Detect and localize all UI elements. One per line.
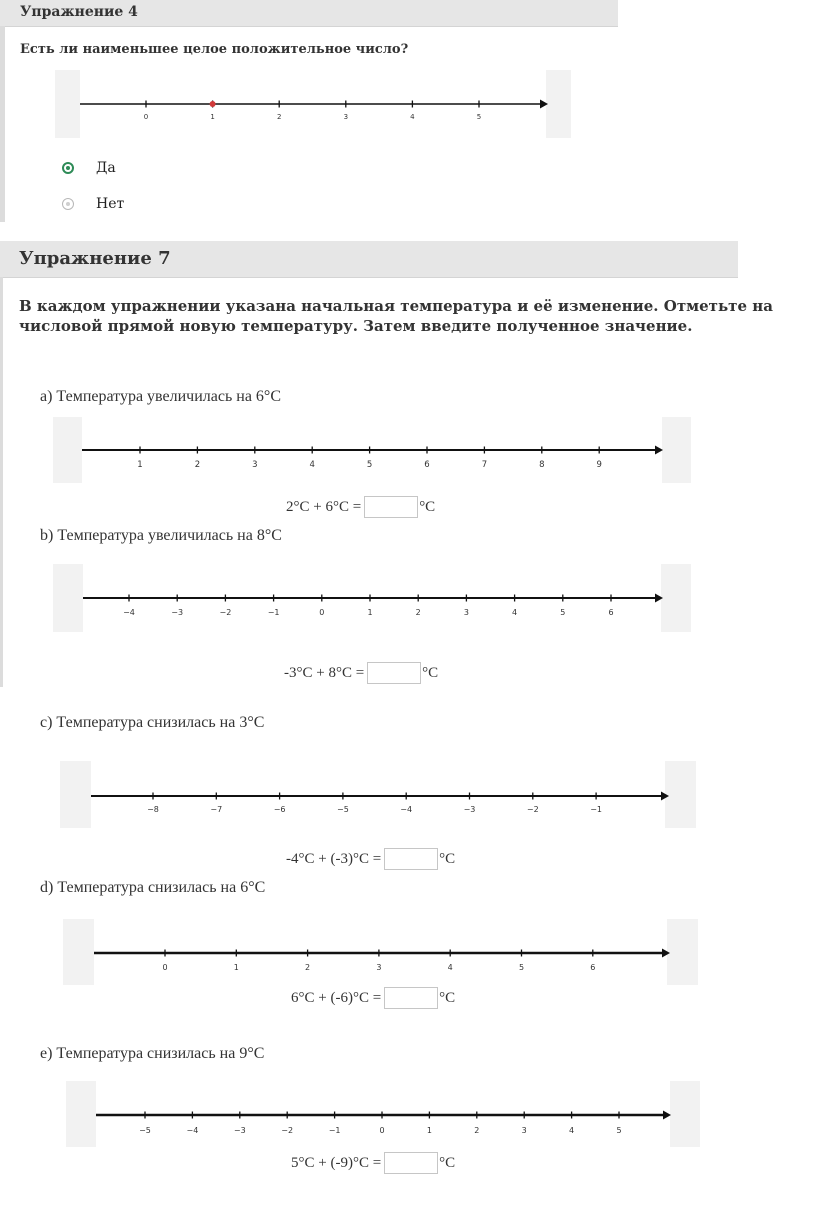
part-e-answer-input[interactable] (384, 1152, 438, 1174)
part-b-answer-input[interactable] (367, 662, 421, 684)
tick-label: 3 (252, 460, 258, 470)
tick-label: 3 (343, 113, 349, 121)
tick-label: 8 (539, 460, 545, 470)
tick-label: 4 (447, 963, 453, 972)
tick-label: −4 (186, 1126, 199, 1135)
part-d-label: d) Температура снизилась на 6°C (40, 879, 266, 896)
tick-label: 6 (590, 963, 596, 972)
part-c-answer-input[interactable] (384, 848, 438, 870)
axis-arrow-icon (662, 949, 670, 958)
part-c-number-line[interactable] (60, 761, 696, 828)
tick-label: −6 (273, 805, 286, 814)
instructions-line-2: числовой прямой новую температуру. Затем введите полученное значение. (19, 317, 693, 335)
radio-unselected-icon[interactable] (62, 198, 74, 210)
part-e-number-line[interactable] (66, 1081, 700, 1147)
tick-label: −5 (139, 1126, 151, 1135)
tick-label: 0 (162, 963, 168, 972)
part-c-label: c) Температура снизилась на 3°C (40, 714, 265, 731)
equation-text: 5°C + (-9)°C = (291, 1154, 382, 1171)
tick-label: −4 (123, 608, 135, 617)
tick-label: 3 (376, 963, 382, 972)
tick-label: 6 (424, 460, 430, 470)
tick-label: −3 (171, 608, 184, 617)
tick-label: 5 (476, 113, 482, 121)
tick-label: −7 (210, 805, 223, 814)
part-b-label: b) Температура увеличилась на 8°C (40, 527, 282, 544)
number-line-svg[interactable] (53, 564, 691, 632)
tick-label: −8 (147, 805, 159, 814)
tick-label: −1 (328, 1126, 341, 1135)
exercise7-instructions (19, 296, 773, 336)
option-no[interactable] (62, 196, 124, 212)
tick-label: 0 (319, 608, 325, 617)
part-a-answer-input[interactable] (364, 496, 418, 518)
axis-arrow-icon (663, 1111, 671, 1120)
unit-label: °C (439, 1154, 456, 1171)
unit-label: °C (419, 498, 436, 515)
number-line-svg[interactable] (55, 70, 571, 138)
tick-label: 2 (474, 1126, 480, 1135)
unit-label: °C (439, 989, 456, 1006)
number-line-svg[interactable] (66, 1081, 700, 1147)
tick-label: 0 (379, 1126, 385, 1135)
exercise4-title: Упражнение 4 (20, 4, 138, 20)
part-d-number-line[interactable] (63, 919, 698, 985)
tick-label: −1 (590, 805, 602, 814)
tick-label: 5 (366, 460, 373, 470)
tick-label: 6 (608, 608, 614, 617)
option-yes-label: Да (96, 160, 116, 176)
part-b-number-line[interactable] (53, 564, 691, 632)
unit-label: °C (439, 850, 456, 867)
tick-label: −3 (463, 805, 476, 814)
axis-arrow-icon (540, 100, 548, 109)
tick-label: 7 (481, 460, 488, 470)
tick-label: 2 (276, 113, 282, 121)
part-d-answer-input[interactable] (384, 987, 438, 1009)
tick-label: 4 (569, 1126, 575, 1135)
radio-selected-icon[interactable] (62, 162, 74, 174)
part-a-number-line[interactable] (53, 417, 691, 483)
equation-text: 2°C + 6°C = (286, 498, 362, 515)
tick-label: 2 (415, 608, 421, 617)
part-d-equation (291, 987, 455, 1009)
tick-label: 5 (616, 1126, 622, 1135)
tick-label: 4 (410, 113, 415, 121)
tick-label: 1 (137, 460, 143, 470)
tick-label: 4 (512, 608, 518, 617)
unit-label: °C (422, 664, 439, 681)
tick-label: 0 (143, 113, 149, 121)
tick-label: 3 (521, 1126, 527, 1135)
number-line-svg[interactable] (63, 919, 698, 985)
part-c-equation (286, 848, 455, 870)
tick-label: −2 (281, 1126, 294, 1135)
axis-arrow-icon (661, 792, 669, 801)
left-border (0, 26, 5, 222)
part-b-equation (284, 662, 438, 684)
number-line-svg[interactable] (60, 761, 696, 828)
instructions-line-1: В каждом упражнении указана начальная температура и её изменение. Отметьте на (19, 297, 773, 315)
number-line-svg[interactable] (53, 417, 691, 483)
axis-arrow-icon (655, 446, 663, 455)
tick-label: 5 (518, 963, 525, 972)
tick-label: 9 (596, 460, 602, 470)
exercise7-header (0, 241, 738, 278)
option-no-label: Нет (96, 196, 125, 212)
tick-label: 5 (560, 608, 566, 617)
tick-label: −1 (267, 608, 280, 617)
exercise4-header (0, 0, 618, 27)
exercise7-title: Упражнение 7 (19, 248, 171, 269)
tick-label: 3 (463, 608, 469, 617)
left-border-7 (0, 277, 3, 687)
part-a-label: a) Температура увеличилась на 6°C (40, 388, 281, 405)
marked-point (210, 101, 216, 107)
equation-text: -3°C + 8°C = (284, 664, 365, 681)
tick-label: 2 (194, 460, 201, 470)
tick-label: 1 (210, 113, 215, 121)
exercise4-number-line[interactable] (55, 70, 571, 138)
tick-label: −2 (219, 608, 232, 617)
option-yes[interactable] (62, 160, 116, 176)
equation-text: -4°C + (-3)°C = (286, 850, 382, 867)
part-e-label: e) Температура снизилась на 9°C (40, 1045, 265, 1062)
exercise4-question: Есть ли наименьшее целое положительное число? (20, 42, 409, 57)
tick-label: 1 (233, 963, 239, 972)
tick-label: −2 (526, 805, 539, 814)
part-e-equation (291, 1152, 455, 1174)
tick-label: 2 (305, 963, 311, 972)
tick-label: 1 (367, 608, 373, 617)
tick-label: −3 (233, 1126, 246, 1135)
axis-arrow-icon (655, 594, 663, 603)
equation-text: 6°C + (-6)°C = (291, 989, 382, 1006)
tick-label: 1 (426, 1126, 432, 1135)
part-a-equation (286, 496, 435, 518)
tick-label: 4 (309, 460, 315, 470)
tick-label: −5 (337, 805, 349, 814)
tick-label: −4 (400, 805, 413, 814)
